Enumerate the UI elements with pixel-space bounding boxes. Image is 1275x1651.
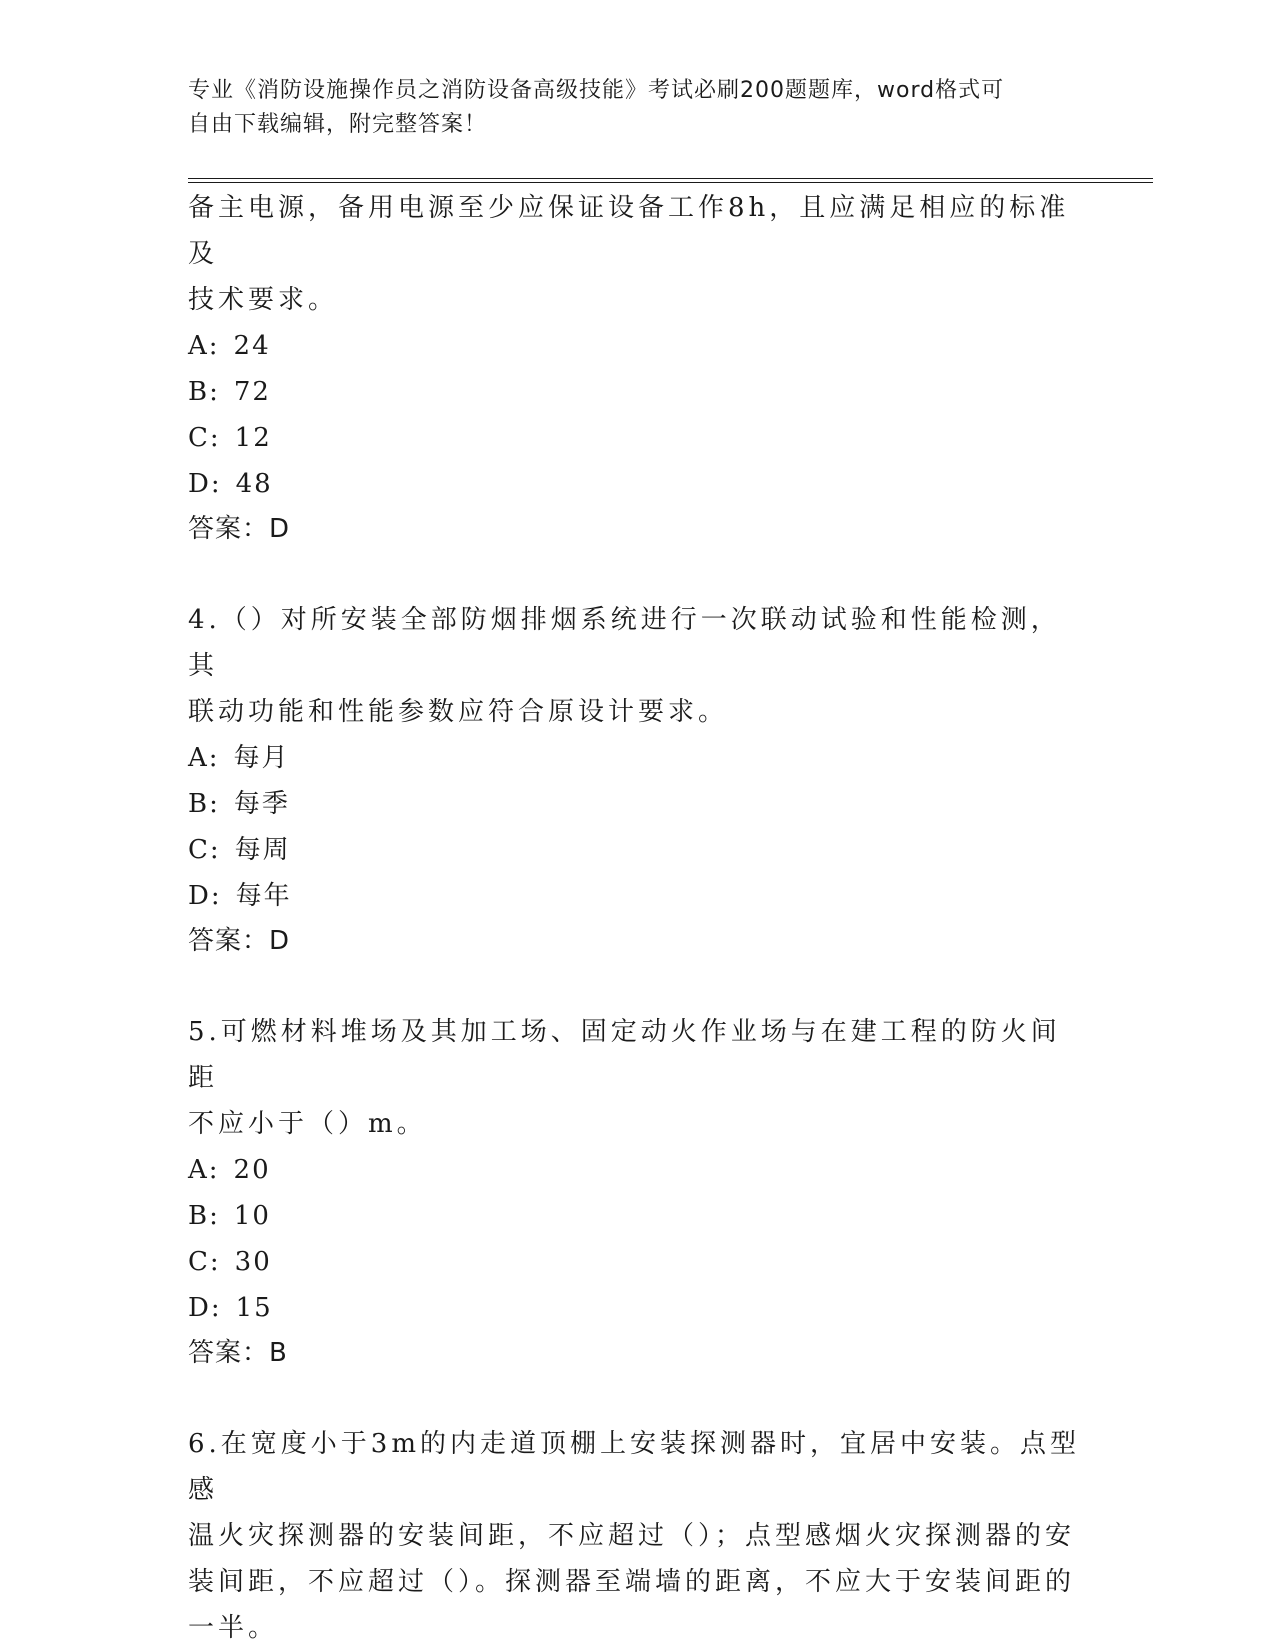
- spacer: [188, 551, 1088, 597]
- option-label: D:: [188, 1293, 222, 1323]
- option-label: B:: [188, 1201, 220, 1231]
- question-4-answer: 答案：D: [188, 926, 291, 956]
- question-5-option-b: [188, 1193, 1088, 1239]
- question-5-text-line-2: 不应小于（）m。: [188, 1109, 427, 1139]
- option-value: 15: [235, 1293, 273, 1323]
- option-value: 72: [233, 377, 271, 407]
- option-label: C:: [188, 835, 221, 865]
- header-rule-bottom: [188, 182, 1153, 183]
- header-rule-top: [188, 178, 1153, 179]
- option-label: A:: [188, 1155, 220, 1185]
- option-value: 每月: [233, 743, 290, 773]
- question-6: [188, 1421, 1088, 1651]
- question-5-text: [188, 1009, 1088, 1147]
- question-list: [188, 185, 1088, 1651]
- option-value: 10: [233, 1201, 271, 1231]
- option-label: B:: [188, 789, 220, 819]
- question-6-text-line-3: 装间距，不应超过（）。探测器至端墙的距离，不应大于安装间距的: [188, 1567, 1076, 1597]
- option-label: D:: [188, 881, 222, 911]
- question-5-option-a: [188, 1147, 1088, 1193]
- question-5-option-d: [188, 1285, 1088, 1331]
- question-4-text-line-1: 4.（）对所安装全部防烟排烟系统进行一次联动试验和性能检测，其: [188, 605, 1061, 681]
- question-3-answer: 答案：D: [188, 514, 291, 544]
- question-4-option-b: [188, 781, 1088, 827]
- question-5-option-c: [188, 1239, 1088, 1285]
- spacer: [188, 1375, 1088, 1421]
- question-4-option-d: [188, 873, 1088, 919]
- question-3-text-line-1: 备主电源，备用电源至少应保证设备工作8h，且应满足相应的标准及: [188, 193, 1070, 269]
- question-4: [188, 597, 1088, 963]
- header-line-1: 专业《消防设施操作员之消防设备高级技能》考试必刷200题题库，word格式可: [188, 78, 1005, 103]
- option-label: C:: [188, 423, 221, 453]
- option-value: 24: [233, 331, 271, 361]
- option-label: D:: [188, 469, 222, 499]
- option-value: 每年: [235, 881, 292, 911]
- question-5: [188, 1009, 1088, 1375]
- option-label: A:: [188, 743, 220, 773]
- question-5-text-line-1: 5.可燃材料堆场及其加工场、固定动火作业场与在建工程的防火间距: [188, 1017, 1061, 1093]
- option-value: 12: [234, 423, 272, 453]
- question-3-option-b: [188, 369, 1088, 415]
- question-5-answer: 答案：B: [188, 1338, 288, 1368]
- question-4-text: [188, 597, 1088, 735]
- document-header: [188, 74, 1068, 142]
- question-6-text-line-2: 温火灾探测器的安装间距，不应超过（）；点型感烟火灾探测器的安: [188, 1521, 1076, 1551]
- option-label: C:: [188, 1247, 221, 1277]
- option-value: 每季: [233, 789, 290, 819]
- question-4-option-c: [188, 827, 1088, 873]
- header-line-2: 自由下载编辑，附完整答案！: [188, 112, 488, 137]
- question-6-text-line-1: 6.在宽度小于3m的内走道顶棚上安装探测器时，宜居中安装。点型感: [188, 1429, 1081, 1505]
- question-3: [188, 185, 1088, 551]
- option-value: 20: [233, 1155, 271, 1185]
- question-6-text: [188, 1421, 1088, 1651]
- option-label: A:: [188, 331, 220, 361]
- question-4-text-line-2: 联动功能和性能参数应符合原设计要求。: [188, 697, 729, 727]
- option-value: 48: [235, 469, 273, 499]
- question-3-option-a: [188, 323, 1088, 369]
- option-value: 每周: [234, 835, 291, 865]
- option-label: B:: [188, 377, 220, 407]
- question-3-option-c: [188, 415, 1088, 461]
- spacer: [188, 963, 1088, 1009]
- option-value: 30: [234, 1247, 272, 1277]
- question-3-option-d: [188, 461, 1088, 507]
- question-4-option-a: [188, 735, 1088, 781]
- question-6-text-line-4: 一半。: [188, 1613, 279, 1643]
- question-3-text: [188, 185, 1088, 323]
- question-3-text-line-2: 技术要求。: [188, 285, 339, 315]
